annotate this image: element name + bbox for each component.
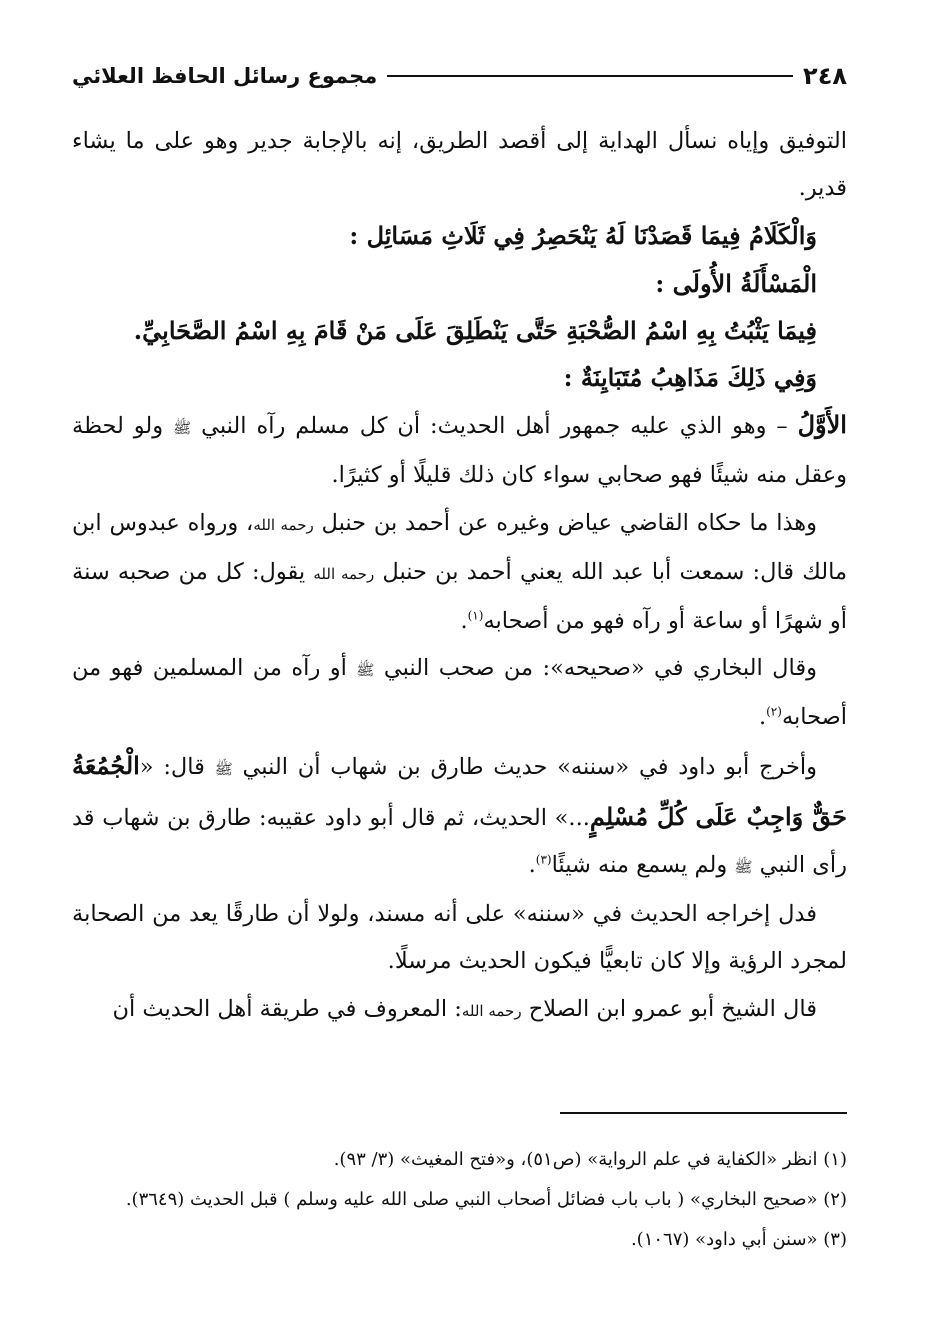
bukhari-end: . — [758, 704, 767, 731]
footnote-ref-1[interactable]: (١) — [467, 608, 484, 623]
first-doctrine-label: الأَوَّلُ — [797, 410, 847, 440]
page-number: ٢٤٨ — [803, 62, 847, 90]
honorific-prophet: ﷺ — [173, 419, 192, 438]
honorific-scholar: رحمه الله — [461, 1001, 522, 1020]
first-doctrine-text-b: ولو لحظة وعقل منه شيئًا فهو صحابي سواء كان ذلك قليلًا أو كثيرًا. — [72, 413, 847, 489]
ibn-salah-text-a: قال الشيخ أبو عمرو ابن الصلاح — [521, 995, 817, 1022]
footnote-2: (٢) «صحيح البخاري» ( باب باب فضائل أصحاب النبي صلى الله عليه وسلم ) قبل الحديث (٣٦٤٩). — [125, 1189, 847, 1210]
footnotes — [72, 1140, 847, 1260]
abu-dawud-text-a: وأخرج أبو داود في «سننه» حديث طارق بن شهاب أن النبي — [232, 753, 817, 780]
footnote-rule — [560, 1112, 847, 1114]
header-title: مجموع رسائل الحافظ العلائي — [72, 64, 378, 88]
honorific-scholar: رحمه الله — [253, 515, 314, 534]
ahmad-report-text-c: يقول: كل من صحبه سنة أو شهرًا أو ساعة أو رآه فهو من أصحابه — [72, 558, 847, 635]
honorific-prophet: ﷺ — [356, 661, 375, 680]
abu-dawud-text-d: ولم يسمع منه شيئًا — [551, 852, 735, 879]
ahmad-report-end: . — [460, 608, 468, 635]
ahmad-report-text-a: وهذا ما حكاه القاضي عياض وغيره عن أحمد بن حنبل — [313, 509, 817, 536]
footnote-3: (٣) «سنن أبي داود» (١٠٦٧). — [630, 1229, 847, 1250]
first-doctrine-text-a: – وهو الذي عليه جمهور أهل الحديث: أن كل مسلم رآه النبي — [191, 413, 798, 440]
honorific-scholar: رحمه الله — [313, 564, 375, 583]
abu-dawud-end: . — [528, 852, 536, 879]
running-header — [72, 56, 847, 96]
honorific-prophet: ﷺ — [734, 858, 753, 877]
paragraph-ibn-salah — [72, 986, 847, 1035]
paragraph-abu-dawud — [72, 742, 847, 892]
paragraph-ahmad-report — [72, 500, 847, 646]
footnote-ref-2[interactable]: (٢) — [766, 704, 782, 719]
heading-doctrines: وَفِي ذَلِكَ مَذَاهِبُ مُتَبَايِنَةٌ : — [563, 363, 817, 393]
ibn-salah-text-b: : المعروف في طريقة أهل الحديث أن — [112, 995, 462, 1022]
header-rule — [387, 75, 793, 77]
footnote-ref-3[interactable]: (٣) — [535, 852, 552, 867]
bukhari-text-b: أو رآه من المسلمين فهو من أصحابه — [72, 655, 847, 731]
bukhari-text-a: وقال البخاري في «صحيحه»: من صحب النبي — [374, 655, 817, 682]
heading-first-issue: الْمَسْأَلَةُ الأُولَى : — [655, 268, 817, 298]
honorific-prophet: ﷺ — [214, 759, 233, 778]
paragraph-inference: فدل إخراجه الحديث في «سننه» على أنه مسند، ولولا أن طارقًا يعد من الصحابة لمجرد الرؤية وإلا كان تابعيًّا فيكون الحديث مرسلًا. — [72, 901, 847, 975]
heading-first-issue-topic: فِيمَا يَثْبُتُ بِهِ اسْمُ الصُّحْبَةِ حَتَّى يَنْطَلِقَ عَلَى مَنْ قَامَ بِهِ اسْمُ الصَّحَابِيِّ. — [133, 315, 817, 345]
hadith-quote: الْجُمُعَةُ حَقٌّ وَاجِبٌ عَلَى كُلِّ مُسْلِمٍ — [72, 750, 847, 831]
heading-scope: وَالْكَلَامُ فِيمَا قَصَدْنَا لَهُ يَنْحَصِرُ فِي ثَلَاثِ مَسَائِل : — [349, 221, 817, 251]
ahmad-report-text-b: ، ورواه عبدوس ابن مالك قال: سمعت أبا عبد الله يعني أحمد بن حنبل — [72, 509, 847, 585]
body-text — [72, 118, 847, 1035]
abu-dawud-text-c: ...» الحديث، ثم قال أبو داود عقيبه: طارق بن شهاب قد رأى النبي — [72, 804, 847, 879]
paragraph-first-doctrine — [72, 401, 847, 499]
paragraph-bukhari — [72, 645, 847, 741]
paragraph-intro-end: التوفيق وإياه نسأل الهداية إلى أقصد الطريق، إنه بالإجابة جدير وهو على ما يشاء قدير. — [72, 128, 847, 202]
footnote-1: (١) انظر «الكفاية في علم الرواية» (ص٥١)، و«فتح المغيث» (٣/ ٩٣). — [333, 1149, 847, 1170]
abu-dawud-text-b: قال: « — [139, 753, 215, 780]
